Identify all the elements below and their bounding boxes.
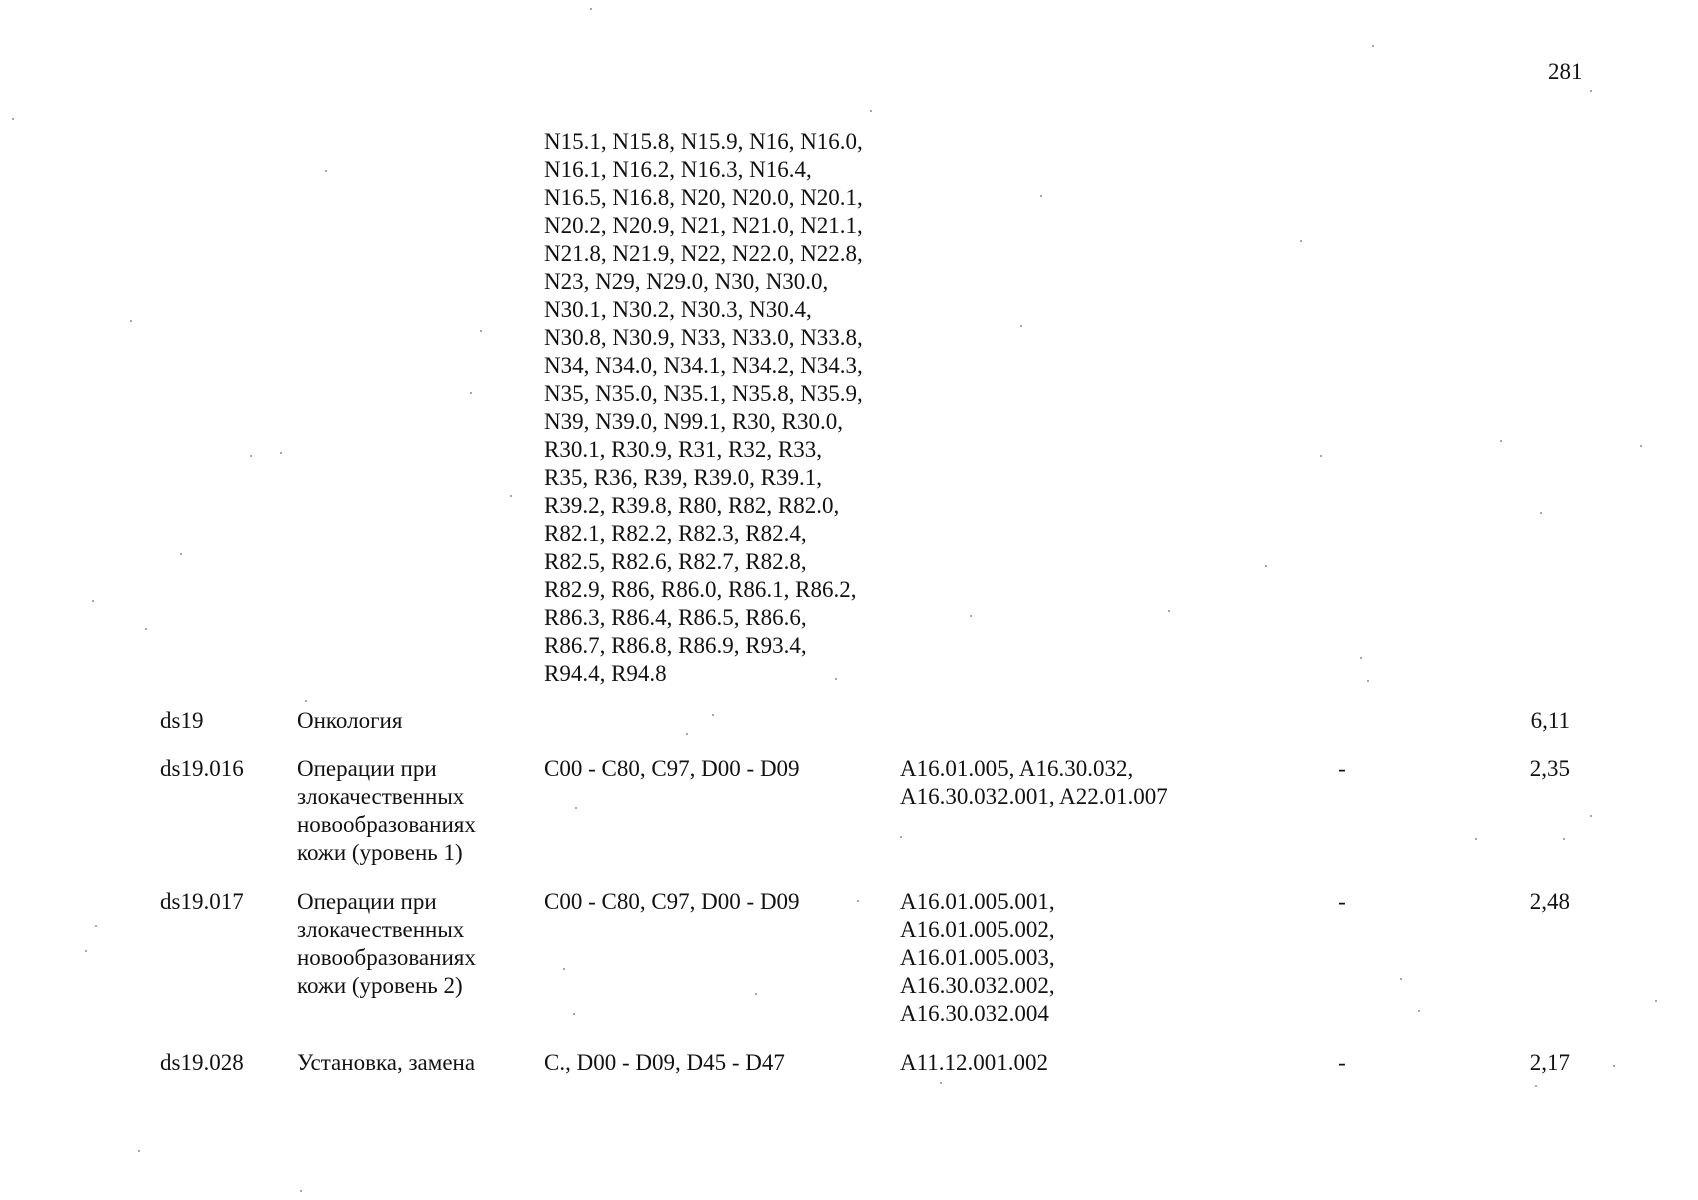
- scan-speck: [857, 900, 859, 902]
- scan-speck: [1367, 680, 1369, 682]
- icd-codes-line: R30.1, R30.9, R31, R32, R33,: [544, 437, 822, 462]
- icd-codes-line: N21.8, N21.9, N22, N22.0, N22.8,: [544, 241, 863, 266]
- scan-speck: [1265, 565, 1267, 567]
- row-code: ds19.016: [160, 756, 244, 781]
- row-service-line: A16.01.005.001,: [900, 889, 1055, 914]
- row-service-line: A16.01.005, A16.30.032,: [900, 756, 1134, 781]
- scan-speck: [300, 1190, 302, 1192]
- row-icd-codes: [544, 755, 864, 783]
- row-name-line: кожи (уровень 2): [297, 973, 463, 998]
- row-code: ds19: [160, 708, 204, 733]
- icd-codes-line: N20.2, N20.9, N21, N21.0, N21.1,: [544, 213, 863, 238]
- icd-codes-line: R94.4, R94.8: [544, 661, 667, 686]
- scan-speck: [12, 118, 14, 120]
- scan-speck: [138, 1150, 140, 1152]
- scan-speck: [325, 170, 327, 172]
- icd-codes-line: N16.5, N16.8, N20, N20.0, N20.1,: [544, 185, 863, 210]
- row-coefficient: 2,48: [1529, 889, 1570, 914]
- row-name: [297, 1049, 522, 1077]
- icd-codes-line: R35, R36, R39, R39.0, R39.1,: [544, 465, 822, 490]
- scan-speck: [1613, 1065, 1615, 1067]
- row-icd-codes: [544, 888, 864, 916]
- row-service-line: A16.01.005.003,: [900, 945, 1055, 970]
- row-dash: -: [1338, 1050, 1346, 1075]
- scan-speck: [130, 320, 132, 322]
- scan-speck: [970, 615, 972, 617]
- scan-speck: [280, 452, 282, 454]
- scan-speck: [590, 8, 592, 10]
- scan-speck: [1475, 838, 1477, 840]
- row-coefficient: 2,35: [1529, 756, 1570, 781]
- row-service-line: A16.30.032.004: [900, 1001, 1049, 1026]
- scan-speck: [250, 455, 252, 457]
- scan-speck: [1300, 240, 1302, 242]
- icd-codes-line: R82.5, R82.6, R82.7, R82.8,: [544, 549, 807, 574]
- icd-codes-line: N16.1, N16.2, N16.3, N16.4,: [544, 157, 812, 182]
- scan-speck: [755, 993, 757, 995]
- row-service-line: A16.01.005.002,: [900, 917, 1055, 942]
- row-name-line: Операции при: [297, 756, 437, 781]
- row-name-line: Онкология: [297, 708, 403, 733]
- scan-speck: [1418, 1010, 1420, 1012]
- icd-codes-line: N34, N34.0, N34.1, N34.2, N34.3,: [544, 353, 863, 378]
- scan-speck: [1535, 1085, 1537, 1087]
- row-name-line: новообразованиях: [297, 812, 476, 837]
- scan-speck: [1655, 1000, 1657, 1002]
- row-coefficient: 6,11: [1530, 708, 1570, 733]
- scan-speck: [1320, 455, 1322, 457]
- row-name-line: злокачественных: [297, 917, 465, 942]
- row-name-line: Установка, замена: [297, 1050, 476, 1075]
- scan-speck: [305, 700, 307, 702]
- scan-speck: [686, 733, 688, 735]
- row-name-line: злокачественных: [297, 784, 465, 809]
- scan-speck: [870, 110, 872, 112]
- row-service-codes: [900, 755, 1260, 811]
- row-icd-line: C., D00 - D09, D45 - D47: [544, 1050, 785, 1075]
- scan-speck: [1372, 45, 1374, 47]
- scan-speck: [940, 1082, 942, 1084]
- page-number: 281: [1548, 59, 1583, 84]
- icd-codes-line: N30.1, N30.2, N30.3, N30.4,: [544, 297, 812, 322]
- row-name: [297, 888, 522, 1000]
- scan-speck: [1590, 90, 1592, 92]
- scan-speck: [92, 600, 94, 602]
- row-name: [297, 707, 522, 735]
- scan-speck: [573, 1013, 575, 1015]
- row-icd-line: C00 - C80, C97, D00 - D09: [544, 889, 800, 914]
- icd-codes-line: R39.2, R39.8, R80, R82, R82.0,: [544, 493, 840, 518]
- scan-speck: [510, 495, 512, 497]
- row-name-line: кожи (уровень 1): [297, 840, 463, 865]
- row-dash: -: [1338, 889, 1346, 914]
- icd-codes-line: N30.8, N30.9, N33, N33.0, N33.8,: [544, 325, 863, 350]
- scan-speck: [900, 836, 902, 838]
- scan-speck: [1400, 978, 1402, 980]
- scan-speck: [1168, 610, 1170, 612]
- scan-speck: [95, 925, 97, 927]
- scan-speck: [1540, 512, 1542, 514]
- scan-speck: [145, 628, 147, 630]
- icd-codes-line: R86.7, R86.8, R86.9, R93.4,: [544, 633, 807, 658]
- row-service-codes: [900, 888, 1260, 1028]
- row-name: [297, 755, 522, 867]
- scan-speck: [1040, 195, 1042, 197]
- scan-speck: [1640, 445, 1642, 447]
- icd-codes-line: R82.9, R86, R86.0, R86.1, R86.2,: [544, 577, 857, 602]
- scan-speck: [1590, 815, 1592, 817]
- scan-speck: [563, 968, 565, 970]
- icd-codes-line: R82.1, R82.2, R82.3, R82.4,: [544, 521, 807, 546]
- scan-speck: [1563, 838, 1565, 840]
- icd-codes-line: N35, N35.0, N35.1, N35.8, N35.9,: [544, 381, 863, 406]
- row-icd-line: C00 - C80, C97, D00 - D09: [544, 756, 800, 781]
- scan-speck: [180, 553, 182, 555]
- scan-speck: [575, 807, 577, 809]
- continued-icd-codes: [544, 128, 924, 688]
- row-service-line: A11.12.001.002: [900, 1050, 1049, 1075]
- scan-speck: [1360, 657, 1362, 659]
- scan-speck: [85, 950, 87, 952]
- scan-speck: [1020, 325, 1022, 327]
- row-service-codes: [900, 1049, 1260, 1077]
- row-icd-codes: [544, 1049, 864, 1077]
- row-dash: -: [1338, 756, 1346, 781]
- scan-speck: [480, 330, 482, 332]
- scan-speck: [712, 714, 714, 716]
- row-name-line: Операции при: [297, 889, 437, 914]
- icd-codes-line: N39, N39.0, N99.1, R30, R30.0,: [544, 409, 844, 434]
- icd-codes-line: N15.1, N15.8, N15.9, N16, N16.0,: [544, 129, 863, 154]
- icd-codes-line: R86.3, R86.4, R86.5, R86.6,: [544, 605, 807, 630]
- row-service-line: A16.30.032.001, A22.01.007: [900, 784, 1168, 809]
- scan-speck: [835, 678, 837, 680]
- icd-codes-line: N23, N29, N29.0, N30, N30.0,: [544, 269, 829, 294]
- row-coefficient: 2,17: [1529, 1050, 1570, 1075]
- row-name-line: новообразованиях: [297, 945, 476, 970]
- row-code: ds19.028: [160, 1050, 244, 1075]
- scan-speck: [470, 392, 472, 394]
- row-service-line: A16.30.032.002,: [900, 973, 1055, 998]
- row-code: ds19.017: [160, 889, 244, 914]
- scan-speck: [1500, 440, 1502, 442]
